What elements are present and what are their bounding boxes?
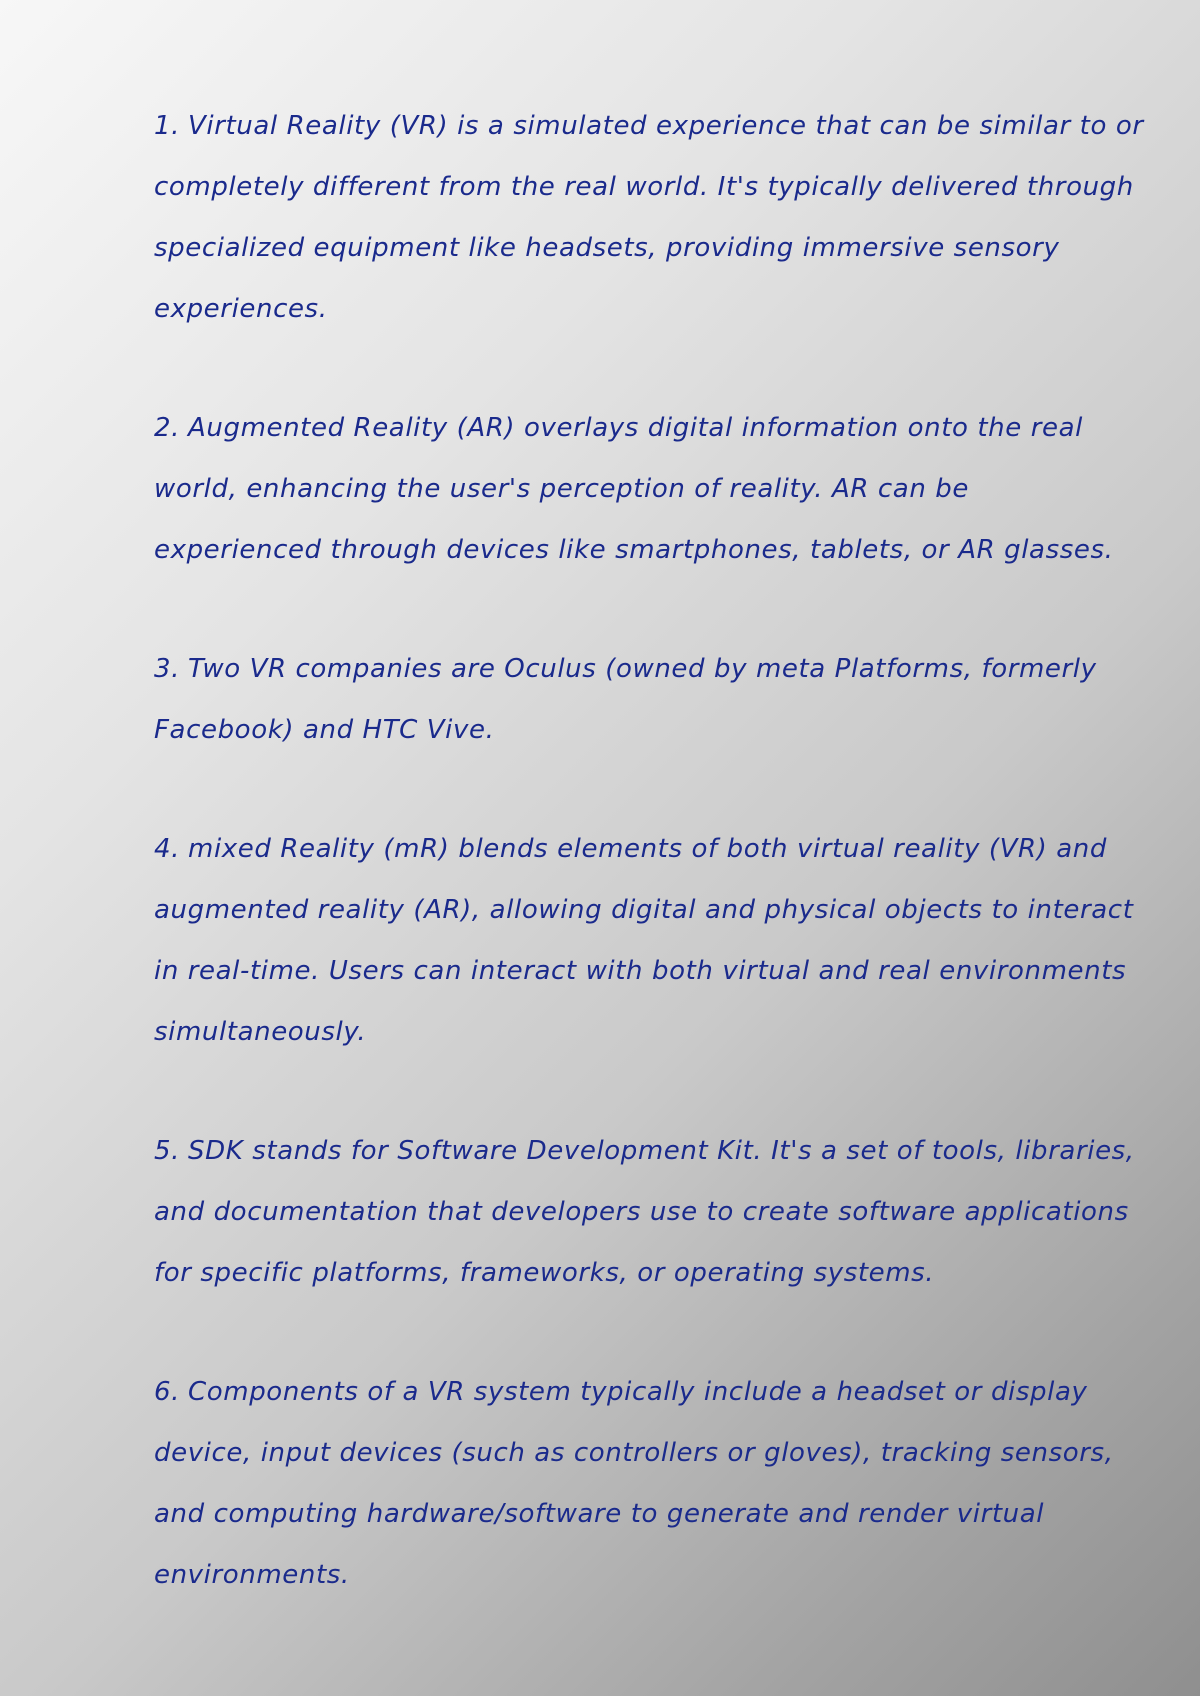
- note-number: 1.: [154, 111, 181, 141]
- note-text: mixed Reality (mR) blends elements of both virtual reality (VR) and augmented reality (AR), allowing digital and physical objects to interact in real-time. Users can interact with both virtual and real environments simultaneously.: [154, 834, 1134, 1047]
- notes-list: [154, 96, 1144, 1664]
- note-text: Two VR companies are Oculus (owned by meta Platforms, formerly Facebook) and HTC Vive.: [154, 654, 1097, 745]
- note-item: [154, 96, 1144, 340]
- note-number: 5.: [154, 1136, 181, 1166]
- note-number: 4.: [154, 834, 181, 864]
- note-text: Augmented Reality (AR) overlays digital information onto the real world, enhancing the user's perception of reality. AR can be experienced through devices like smartphones, tablets, or AR glasses.: [154, 413, 1114, 565]
- note-item: [154, 639, 1144, 761]
- note-item: [154, 819, 1144, 1063]
- note-number: 2.: [154, 413, 181, 443]
- note-text: Virtual Reality (VR) is a simulated experience that can be similar to or completely different from the real world. It's typically delivered through specialized equipment like headsets, providing immersive sensory experiences.: [154, 111, 1144, 324]
- note-number: 3.: [154, 654, 181, 684]
- note-text: Components of a VR system typically include a headset or display device, input devices (such as controllers or gloves), tracking sensors, and computing hardware/software to generate and render virtual environments.: [154, 1377, 1114, 1590]
- note-text: SDK stands for Software Development Kit. It's a set of tools, libraries, and documentation that developers use to create software applications for specific platforms, frameworks, or operating systems.: [154, 1136, 1135, 1288]
- note-number: 6.: [154, 1377, 181, 1407]
- note-item: [154, 1121, 1144, 1304]
- note-item: [154, 398, 1144, 581]
- note-item: [154, 1362, 1144, 1606]
